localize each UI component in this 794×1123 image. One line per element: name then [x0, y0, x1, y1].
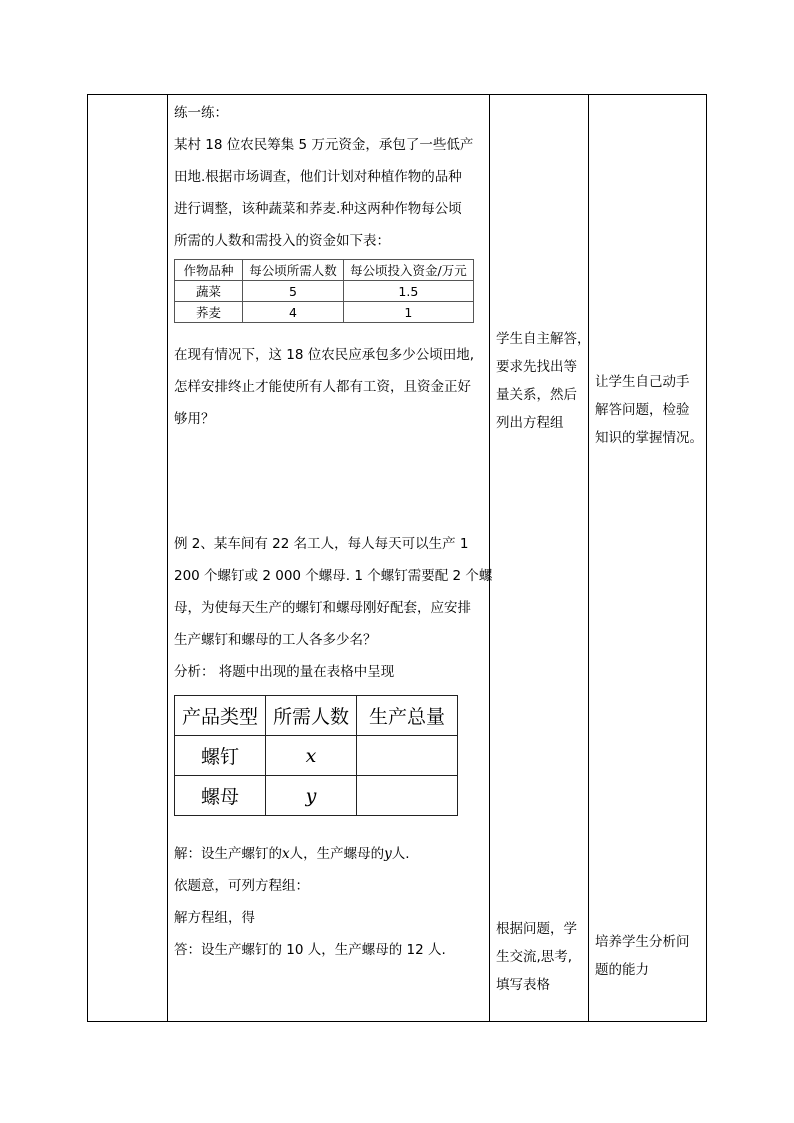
example-analysis: 分析： 将题中出现的量在表格中呈现	[174, 664, 395, 680]
column-divider	[588, 95, 589, 1021]
example-problem-line: 200 个螺钉或 2 000 个螺母. 1 个螺钉需要配 2 个螺	[174, 568, 493, 584]
crop-requirements-table	[174, 259, 474, 323]
intent-line: 解答问题，检验	[595, 402, 690, 418]
table-header-cell: 每公顷投入资金/万元	[344, 260, 474, 281]
solution-text: 人.	[391, 846, 410, 862]
activity-line: 生交流,思考,	[496, 949, 573, 965]
practice-problem-line: 进行调整，该种蔬菜和荞麦.种这两种作物每公顷	[174, 201, 462, 217]
intent-line: 题的能力	[595, 962, 649, 978]
table-header-cell: 生产总量	[357, 696, 458, 736]
column-divider	[167, 95, 168, 1021]
practice-problem-line: 田地.根据市场调查，他们计划对种植作物的品种	[174, 169, 462, 185]
solve-line: 解方程组，得	[174, 910, 255, 926]
table-cell: 荞麦	[175, 302, 243, 323]
activity-line: 要求先找出等	[496, 359, 577, 375]
answer-line: 答：设生产螺钉的 10 人，生产螺母的 12 人.	[174, 942, 446, 958]
practice-question-line: 怎样安排终止才能使所有人都有工资，且资金正好	[174, 379, 471, 395]
table-cell: 1	[344, 302, 474, 323]
practice-heading: 练一练：	[174, 105, 228, 121]
activity-line: 学生自主解答，	[496, 331, 591, 347]
intent-line: 让学生自己动手	[595, 374, 690, 390]
column-divider	[489, 95, 490, 1021]
variable-y: y	[384, 846, 392, 862]
activity-line: 填写表格	[496, 977, 550, 993]
practice-question-line: 在现有情况下，这 18 位农民应承包多少公顷田地,	[174, 347, 475, 363]
table-header-cell: 作物品种	[175, 260, 243, 281]
table-header-row	[175, 696, 458, 736]
solution-text: 解：设生产螺钉的	[174, 846, 282, 862]
table-row	[175, 736, 458, 776]
student-activity-example	[496, 915, 591, 999]
design-intent-example	[595, 928, 708, 984]
solution-line	[174, 845, 410, 863]
intent-line: 知识的掌握情况。	[595, 430, 703, 446]
table-header-cell: 产品类型	[175, 696, 266, 736]
equation-intro: 依题意，可列方程组：	[174, 878, 309, 894]
example-problem-line: 母，为使每天生产的螺钉和螺母刚好配套，应安排	[174, 600, 471, 616]
design-intent-practice	[595, 368, 708, 452]
example-problem-line: 生产螺钉和螺母的工人各多少名？	[174, 632, 377, 648]
activity-line: 根据问题，学	[496, 921, 577, 937]
table-header-row	[175, 260, 474, 281]
practice-problem-line: 某村 18 位农民筹集 5 万元资金，承包了一些低产	[174, 137, 474, 153]
activity-line: 列出方程组	[496, 415, 564, 431]
table-cell: y	[266, 776, 357, 816]
example-problem-line: 例 2、某车间有 22 名工人，每人每天可以生产 1	[174, 536, 469, 552]
table-header-cell: 所需人数	[266, 696, 357, 736]
intent-line: 培养学生分析问	[595, 934, 690, 950]
student-activity-practice	[496, 325, 591, 437]
table-header-cell: 每公顷所需人数	[243, 260, 344, 281]
practice-problem-line: 所需的人数和需投入的资金如下表：	[174, 233, 390, 249]
variable-x: x	[282, 846, 290, 862]
table-cell	[357, 736, 458, 776]
table-cell: 螺钉	[175, 736, 266, 776]
table-cell: 螺母	[175, 776, 266, 816]
table-cell: 5	[243, 281, 344, 302]
table-row	[175, 776, 458, 816]
table-cell: 1.5	[344, 281, 474, 302]
table-cell: 4	[243, 302, 344, 323]
solution-text: 人，生产螺母的	[289, 846, 385, 862]
activity-line: 量关系，然后	[496, 387, 577, 403]
table-row	[175, 302, 474, 323]
table-cell: x	[266, 736, 357, 776]
product-workers-table	[174, 695, 458, 816]
practice-question-line: 够用？	[174, 411, 215, 427]
table-cell	[357, 776, 458, 816]
lesson-plan-table	[87, 94, 707, 1022]
table-row	[175, 281, 474, 302]
table-cell: 蔬菜	[175, 281, 243, 302]
